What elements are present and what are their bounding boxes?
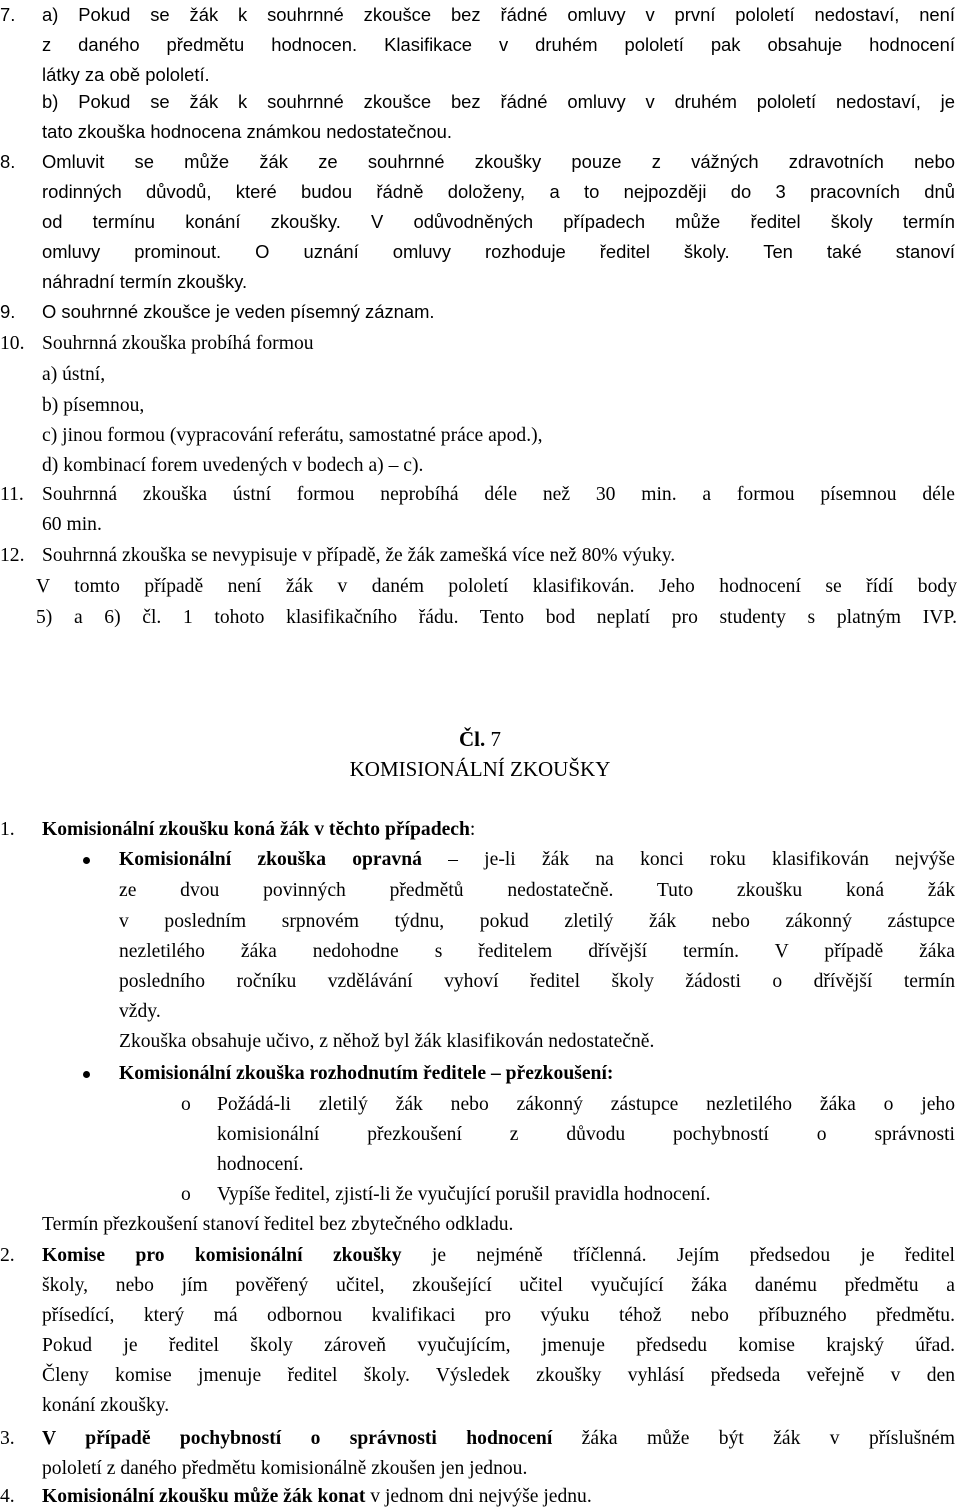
item-9-line: O souhrnné zkoušce je veden písemný záznam. [42, 301, 435, 322]
article-label [0, 724, 960, 754]
section-3-rest: žáka může být žák v příslušném [552, 1428, 955, 1449]
section-2-line: Pokud je ředitel školy zároveň vyučujícím, jmenuje předsedu komise krajský úřad. [42, 1335, 955, 1356]
section-4-number: 4. [0, 1486, 15, 1507]
bullet-2-bold: Komisionální zkouška rozhodnutím ředitele – přezkoušení: [119, 1063, 614, 1084]
item-8-line: Omluvit se může žák ze souhrnné zkoušky pouze z vážných zdravotních nebo [42, 151, 955, 172]
section-2-line: konání zkoušky. [42, 1395, 170, 1416]
section-2-line: Členy komise jmenuje ředitel školy. Výsledek zkoušky vyhlásí předseda veřejně v den [42, 1365, 955, 1386]
section-1-heading [42, 815, 475, 845]
section-4-bold: Komisionální zkoušku může žák konat [42, 1486, 366, 1507]
section-3-line: pololetí z daného předmětu komisionálně zkoušen jen jednou. [42, 1458, 528, 1479]
section-2-line: přísedící, který má odbornou kvalifikaci pro výuku téhož nebo příbuzného předmětu. [42, 1305, 955, 1326]
bullet-1-line: vždy. [119, 1001, 161, 1022]
section-1-heading-bold: Komisionální zkoušku koná žák v těchto případech [42, 819, 470, 840]
bullet-2-heading [119, 1059, 613, 1089]
sub-bullet-marker: o [181, 1184, 191, 1205]
section-4-line [42, 1482, 592, 1512]
item-12-line: V tomto případě není žák v daném pololetí klasifikován. Jeho hodnocení se řídí body [36, 576, 957, 597]
article-number: 7 [490, 727, 501, 751]
bullet-1-line: Zkouška obsahuje učivo, z něhož byl žák klasifikován nedostatečně. [119, 1031, 655, 1052]
bullet-1-line: v posledním srpnovém týdnu, pokud zletilý žák nebo zákonný zástupce [119, 911, 955, 932]
item-8-line: náhradní termín zkoušky. [42, 271, 248, 292]
section-2-number: 2. [0, 1245, 15, 1266]
item-8-line: od termínu konání zkoušky. V odůvodněných případech může ředitel školy termín [42, 211, 955, 232]
bullet-1-line: posledního ročníku vzdělávání vyhoví ředitel školy žádosti o dřívější termín [119, 971, 955, 992]
item-12-line: Souhrnná zkouška se nevypisuje v případě, že žák zamešká více než 80% výuky. [42, 545, 676, 566]
item-10-option-d: d) kombinací forem uvedených v bodech a) – c). [42, 455, 424, 476]
bullet-1-line: nezletilého žáka nedohodne s ředitelem dřívější termín. V případě žáka [119, 941, 955, 962]
item-7-line: a) Pokud se žák k souhrnné zkoušce bez řádné omluvy v první pololetí nedostaví, není [42, 4, 955, 25]
item-7-line: tato zkouška hodnocena známkou nedostatečnou. [42, 121, 452, 142]
item-11-number: 11. [0, 484, 24, 505]
sub-bullet-2-line: Vypíše ředitel, zjistí-li že vyučující porušil pravidla hodnocení. [217, 1184, 711, 1205]
item-11-line: 60 min. [42, 514, 102, 535]
section-1-tail: Termín přezkoušení stanoví ředitel bez zbytečného odkladu. [42, 1214, 514, 1235]
section-4-rest: v jednom dni nejvýše jednu. [365, 1486, 592, 1507]
section-2-line [42, 1241, 955, 1271]
article-title: KOMISIONÁLNÍ ZKOUŠKY [349, 757, 611, 781]
sub-bullet-1-line: komisionální přezkoušení z důvodu pochybností o správnosti [217, 1124, 955, 1145]
item-8-line: rodinných důvodů, které budou řádně doloženy, a to nejpozději do 3 pracovních dnů [42, 181, 955, 202]
item-8-line: omluvy prominout. O uznání omluvy rozhoduje ředitel školy. Ten také stanoví [42, 241, 955, 262]
item-7-number: 7. [0, 4, 16, 25]
item-9-number: 9. [0, 301, 16, 322]
section-2-rest: je nejméně tříčlenná. Jejím předsedou je ředitel [401, 1245, 955, 1266]
section-3-bold: V případě pochybností o správnosti hodnocení [42, 1428, 553, 1449]
item-7-line: z daného předmětu hodnocen. Klasifikace v druhém pololetí pak obsahuje hodnocení [42, 34, 955, 55]
section-1-heading-colon: : [469, 819, 476, 840]
section-3-number: 3. [0, 1428, 15, 1449]
section-2-line: školy, nebo jím pověřený učitel, zkoušející učitel vyučující žáka danému předmětu a [42, 1275, 955, 1296]
item-12-number: 12. [0, 545, 25, 566]
item-12-line: 5) a 6) čl. 1 tohoto klasifikačního řádu. Tento bod neplatí pro studenty s platným IVP. [36, 607, 957, 628]
item-11-line: Souhrnná zkouška ústní formou neprobíhá déle než 30 min. a formou písemnou déle [42, 484, 955, 505]
article-label-bold: Čl. [459, 727, 486, 751]
item-7-line: látky za obě pololetí. [42, 64, 210, 85]
sub-bullet-marker: o [181, 1094, 191, 1115]
bullet-1-bold: Komisionální zkouška opravná [119, 849, 422, 870]
section-2-bold: Komise pro komisionální zkoušky [42, 1245, 402, 1266]
sub-bullet-1-line: hodnocení. [217, 1154, 304, 1175]
bullet-1-rest: – je-li žák na konci roku klasifikován nejvýše [421, 849, 955, 870]
bullet-1-line [119, 845, 955, 875]
bullet-1-line: ze dvou povinných předmětů nedostatečně. Tuto zkoušku koná žák [119, 880, 955, 901]
item-10-number: 10. [0, 333, 25, 354]
item-10-option-a: a) ústní, [42, 364, 106, 385]
bullet-icon [83, 1071, 90, 1078]
item-10-option-c: c) jinou formou (vypracování referátu, samostatné práce apod.), [42, 425, 543, 446]
item-8-number: 8. [0, 151, 16, 172]
sub-bullet-1-line: Požádá-li zletilý žák nebo zákonný zástupce nezletilého žáka o jeho [217, 1094, 955, 1115]
section-1-number: 1. [0, 819, 15, 840]
item-10-option-b: b) písemnou, [42, 395, 145, 416]
item-7-line: b) Pokud se žák k souhrnné zkoušce bez řádné omluvy v druhém pololetí nedostaví, je [42, 91, 955, 112]
item-10-line: Souhrnná zkouška probíhá formou [42, 333, 314, 354]
section-3-line [42, 1424, 955, 1454]
bullet-icon [83, 857, 90, 864]
